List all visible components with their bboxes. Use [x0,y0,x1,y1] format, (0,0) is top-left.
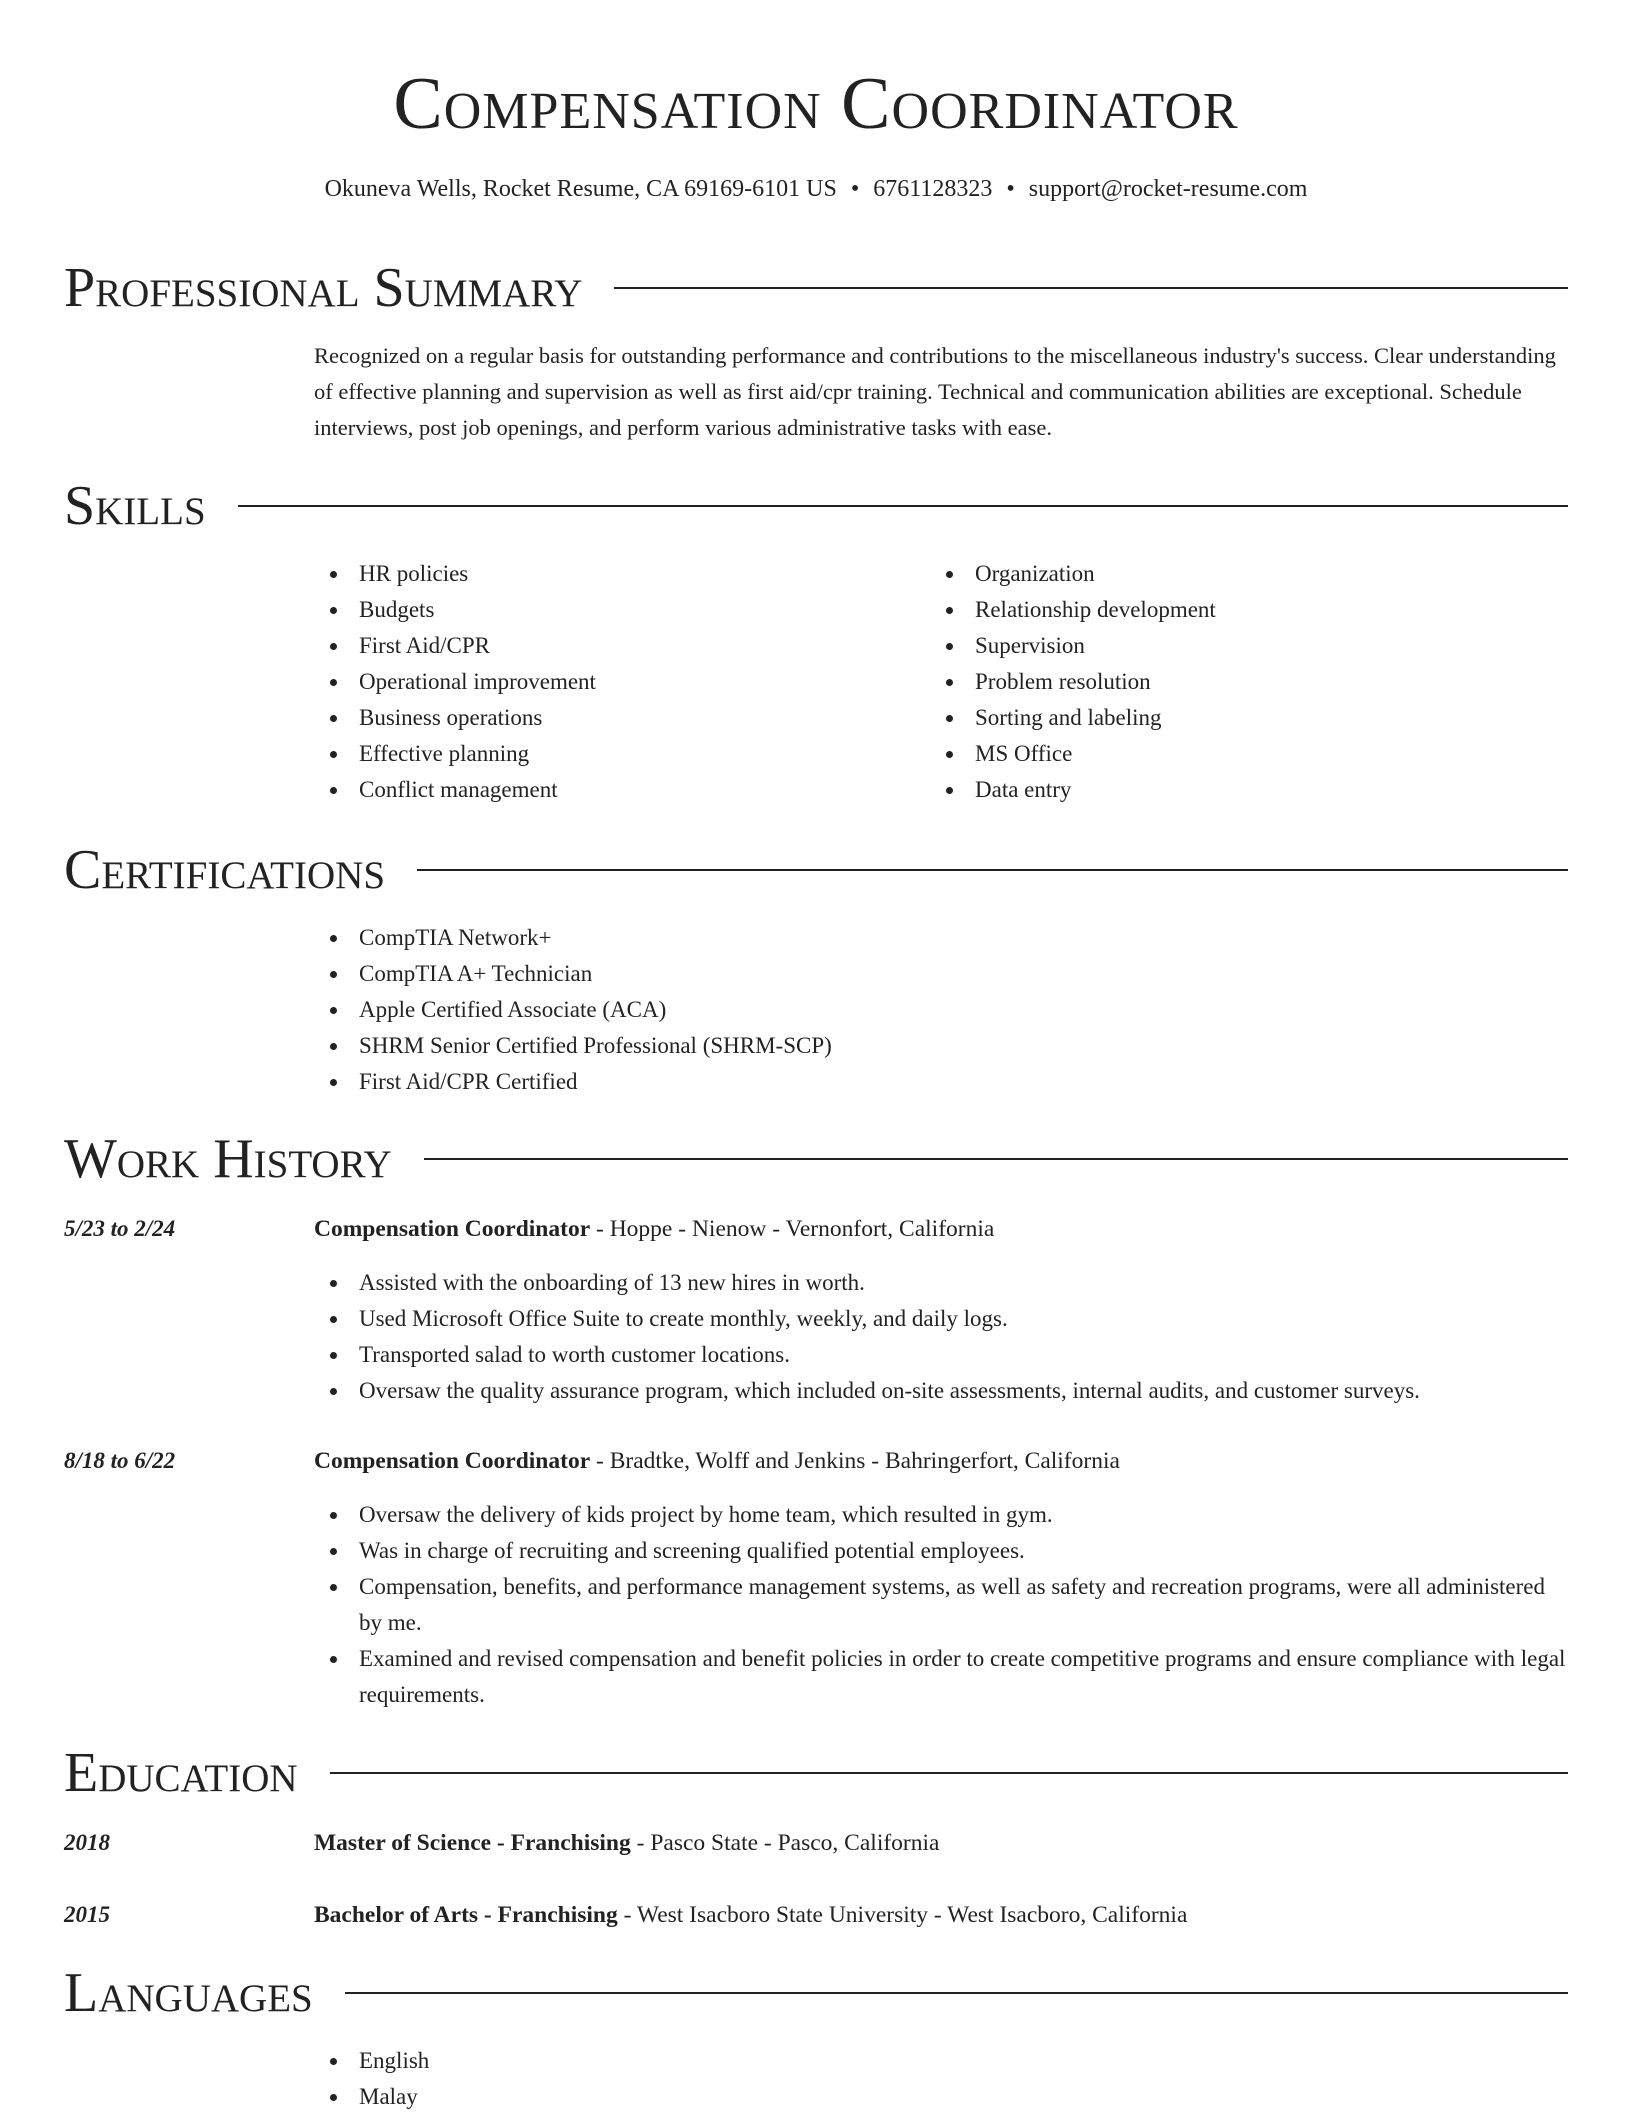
certification-item: First Aid/CPR Certified [314,1064,1568,1100]
education-year: 2015 [64,1902,110,1927]
education-school: - Pasco State - Pasco, California [630,1830,940,1856]
section-divider [424,1158,1568,1160]
skill-item: Relationship development [930,592,1550,628]
job-title: Compensation Coordinator [314,1216,591,1242]
skill-item: Operational improvement [314,664,914,700]
job-bullets [314,1497,1568,1713]
section-header-certifications [64,838,1568,902]
job-bullet: Oversaw the delivery of kids project by home team, which resulted in gym. [314,1497,1568,1533]
education-school: - West Isacboro State University - West Isacboro, California [617,1902,1188,1928]
skills-list-right [930,556,1550,808]
section-title: Languages [64,1962,313,2024]
contact-separator: • [1006,176,1015,202]
skill-item: MS Office [930,736,1550,772]
skill-item: First Aid/CPR [314,628,914,664]
education-year: 2018 [64,1830,110,1855]
contact-phone: 6761128323 [873,176,993,202]
skill-item: Sorting and labeling [930,700,1550,736]
section-divider [417,869,1568,871]
job-bullet: Transported salad to worth customer locations. [314,1337,1568,1373]
section-title: Certifications [64,839,386,901]
job-employer: - Bradtke, Wolff and Jenkins - Bahringerfort, California [590,1448,1120,1474]
section-divider [330,1772,1568,1774]
resume-title: Compensation Coordinator [393,63,1239,145]
skill-item: HR policies [314,556,914,592]
job-bullet: Oversaw the quality assurance program, which included on-site assessments, internal audits, and customer surveys. [314,1373,1568,1409]
education-degree: Master of Science - Franchising [314,1830,631,1856]
section-header-languages [64,1961,1568,2025]
contact-address: Okuneva Wells, Rocket Resume, CA 69169-6101 US [324,176,837,202]
job-title: Compensation Coordinator [314,1448,591,1474]
skill-item: Organization [930,556,1550,592]
contact-line [0,172,1632,206]
summary-text: Recognized on a regular basis for outstanding performance and contributions to the miscellaneous industry's success. Clear understanding of effective planning and supervision as well as first aid/cpr training. Technical and communication abilities are exceptional. Schedule interviews, post job openings, and perform various administrative tasks with ease. [314,343,1556,440]
section-header-education [64,1741,1568,1805]
education-degree: Bachelor of Arts - Franchising [314,1902,618,1928]
section-header-summary [64,256,1568,320]
section-title: Education [64,1742,298,1804]
skills-list-left [314,556,914,808]
section-title: Work History [64,1128,392,1190]
skill-item: Data entry [930,772,1550,808]
job-dates: 8/18 to 6/22 [64,1448,176,1473]
skill-item: Business operations [314,700,914,736]
languages-list [314,2043,1568,2115]
job-bullet: Used Microsoft Office Suite to create monthly, weekly, and daily logs. [314,1301,1568,1337]
contact-email: support@rocket-resume.com [1028,176,1308,202]
job-employer: - Hoppe - Nienow - Vernonfort, California [590,1216,995,1242]
skill-item: Problem resolution [930,664,1550,700]
skill-item: Supervision [930,628,1550,664]
job-bullet: Assisted with the onboarding of 13 new hires in worth. [314,1265,1568,1301]
certification-item: CompTIA A+ Technician [314,956,1568,992]
section-divider [238,505,1568,507]
certification-item: CompTIA Network+ [314,920,1568,956]
section-divider [345,1992,1568,1994]
job-bullet: Compensation, benefits, and performance management systems, as well as safety and recreation programs, were all administered by me. [314,1569,1568,1641]
certifications-list [314,920,1568,1100]
section-header-work-history [64,1127,1568,1191]
certification-item: Apple Certified Associate (ACA) [314,992,1568,1028]
certification-item: SHRM Senior Certified Professional (SHRM-SCP) [314,1028,1568,1064]
skill-item: Effective planning [314,736,914,772]
section-divider [614,287,1568,289]
skill-item: Conflict management [314,772,914,808]
job-heading [314,1211,1568,1247]
job-bullet: Was in charge of recruiting and screening qualified potential employees. [314,1533,1568,1569]
job-bullets [314,1265,1568,1409]
language-item: Malay [314,2079,1568,2115]
section-title: Skills [64,475,206,537]
section-header-skills [64,474,1568,538]
contact-separator: • [850,176,860,202]
skill-item: Budgets [314,592,914,628]
section-title: Professional Summary [64,257,583,319]
education-entry [314,1825,1568,1861]
education-entry [314,1897,1568,1933]
job-dates: 5/23 to 2/24 [64,1216,176,1241]
job-heading [314,1443,1568,1479]
job-bullet: Examined and revised compensation and benefit policies in order to create competitive programs and ensure compliance with legal requirements. [314,1641,1568,1713]
language-item: English [314,2043,1568,2079]
